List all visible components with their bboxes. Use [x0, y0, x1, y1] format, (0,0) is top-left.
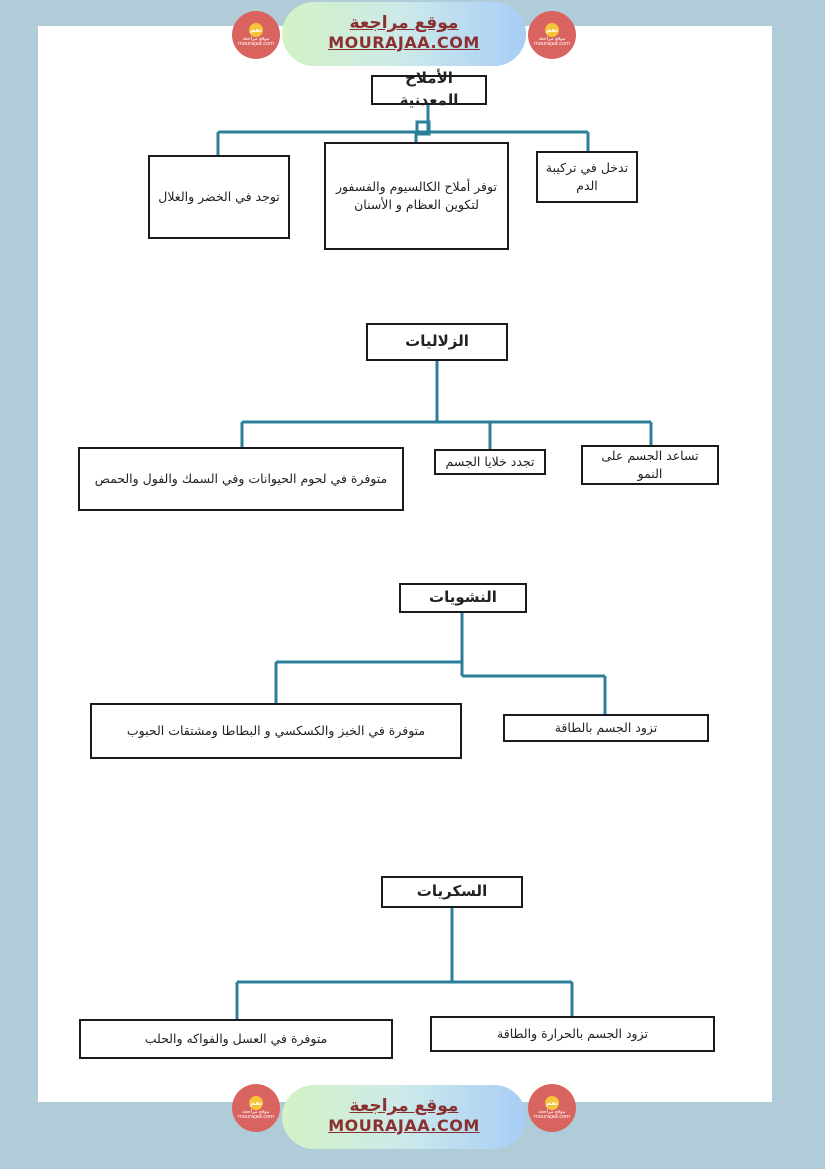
logo-domain: mourajaa.com	[533, 41, 570, 47]
banner-arabic: موقع مراجعة	[349, 1096, 459, 1117]
logo-arabic: موقع مراجعة	[538, 1108, 566, 1115]
logo-arabic: موقع مراجعة	[242, 35, 270, 42]
minerals-bones-node: توفر أملاح الكالسيوم والفسفور لتكوين العظام و الأسنان	[324, 142, 509, 250]
banner-arabic: موقع مراجعة	[349, 13, 459, 34]
logo-arabic: موقع مراجعة	[242, 1108, 270, 1115]
minerals-vegetables-node: توجد في الخضر والغلال	[148, 155, 290, 239]
logo-domain: mourajaa.com	[533, 1114, 570, 1120]
minerals-title: الأملاح المعدنية	[371, 75, 487, 105]
sugars-sources-node: متوفرة في العسل والفواكه والحلب	[79, 1019, 393, 1059]
starches-title: النشويات	[399, 583, 527, 613]
banner-domain: MOURAJAA.COM	[328, 1115, 480, 1135]
proteins-title: الزلاليات	[366, 323, 508, 361]
banner-domain: MOURAJAA.COM	[328, 32, 480, 52]
logo-domain: mourajaa.com	[237, 41, 274, 47]
starches-sources-node: متوفرة في الخبز والكسكسي و البطاطا ومشتقات الحبوب	[90, 703, 462, 759]
proteins-cells-node: تجدد خلايا الجسم	[434, 449, 546, 475]
minerals-blood-node: تدخل في تركيبة الدم	[536, 151, 638, 203]
logo-domain: mourajaa.com	[237, 1114, 274, 1120]
proteins-sources-node: متوفرة في لحوم الحيوانات وفي السمك والفول والحمص	[78, 447, 404, 511]
logo-mark: نعم	[545, 1096, 559, 1110]
logo-arabic: موقع مراجعة	[538, 35, 566, 42]
logo-mark: نعم	[249, 23, 263, 37]
starches-energy-node: تزود الجسم بالطاقة	[503, 714, 709, 742]
logo-mark: نعم	[249, 1096, 263, 1110]
proteins-growth-node: تساعد الجسم على النمو	[581, 445, 719, 485]
sugars-energy-node: تزود الجسم بالحرارة والطاقة	[430, 1016, 715, 1052]
logo-mark: نعم	[545, 23, 559, 37]
sugars-title: السكريات	[381, 876, 523, 908]
